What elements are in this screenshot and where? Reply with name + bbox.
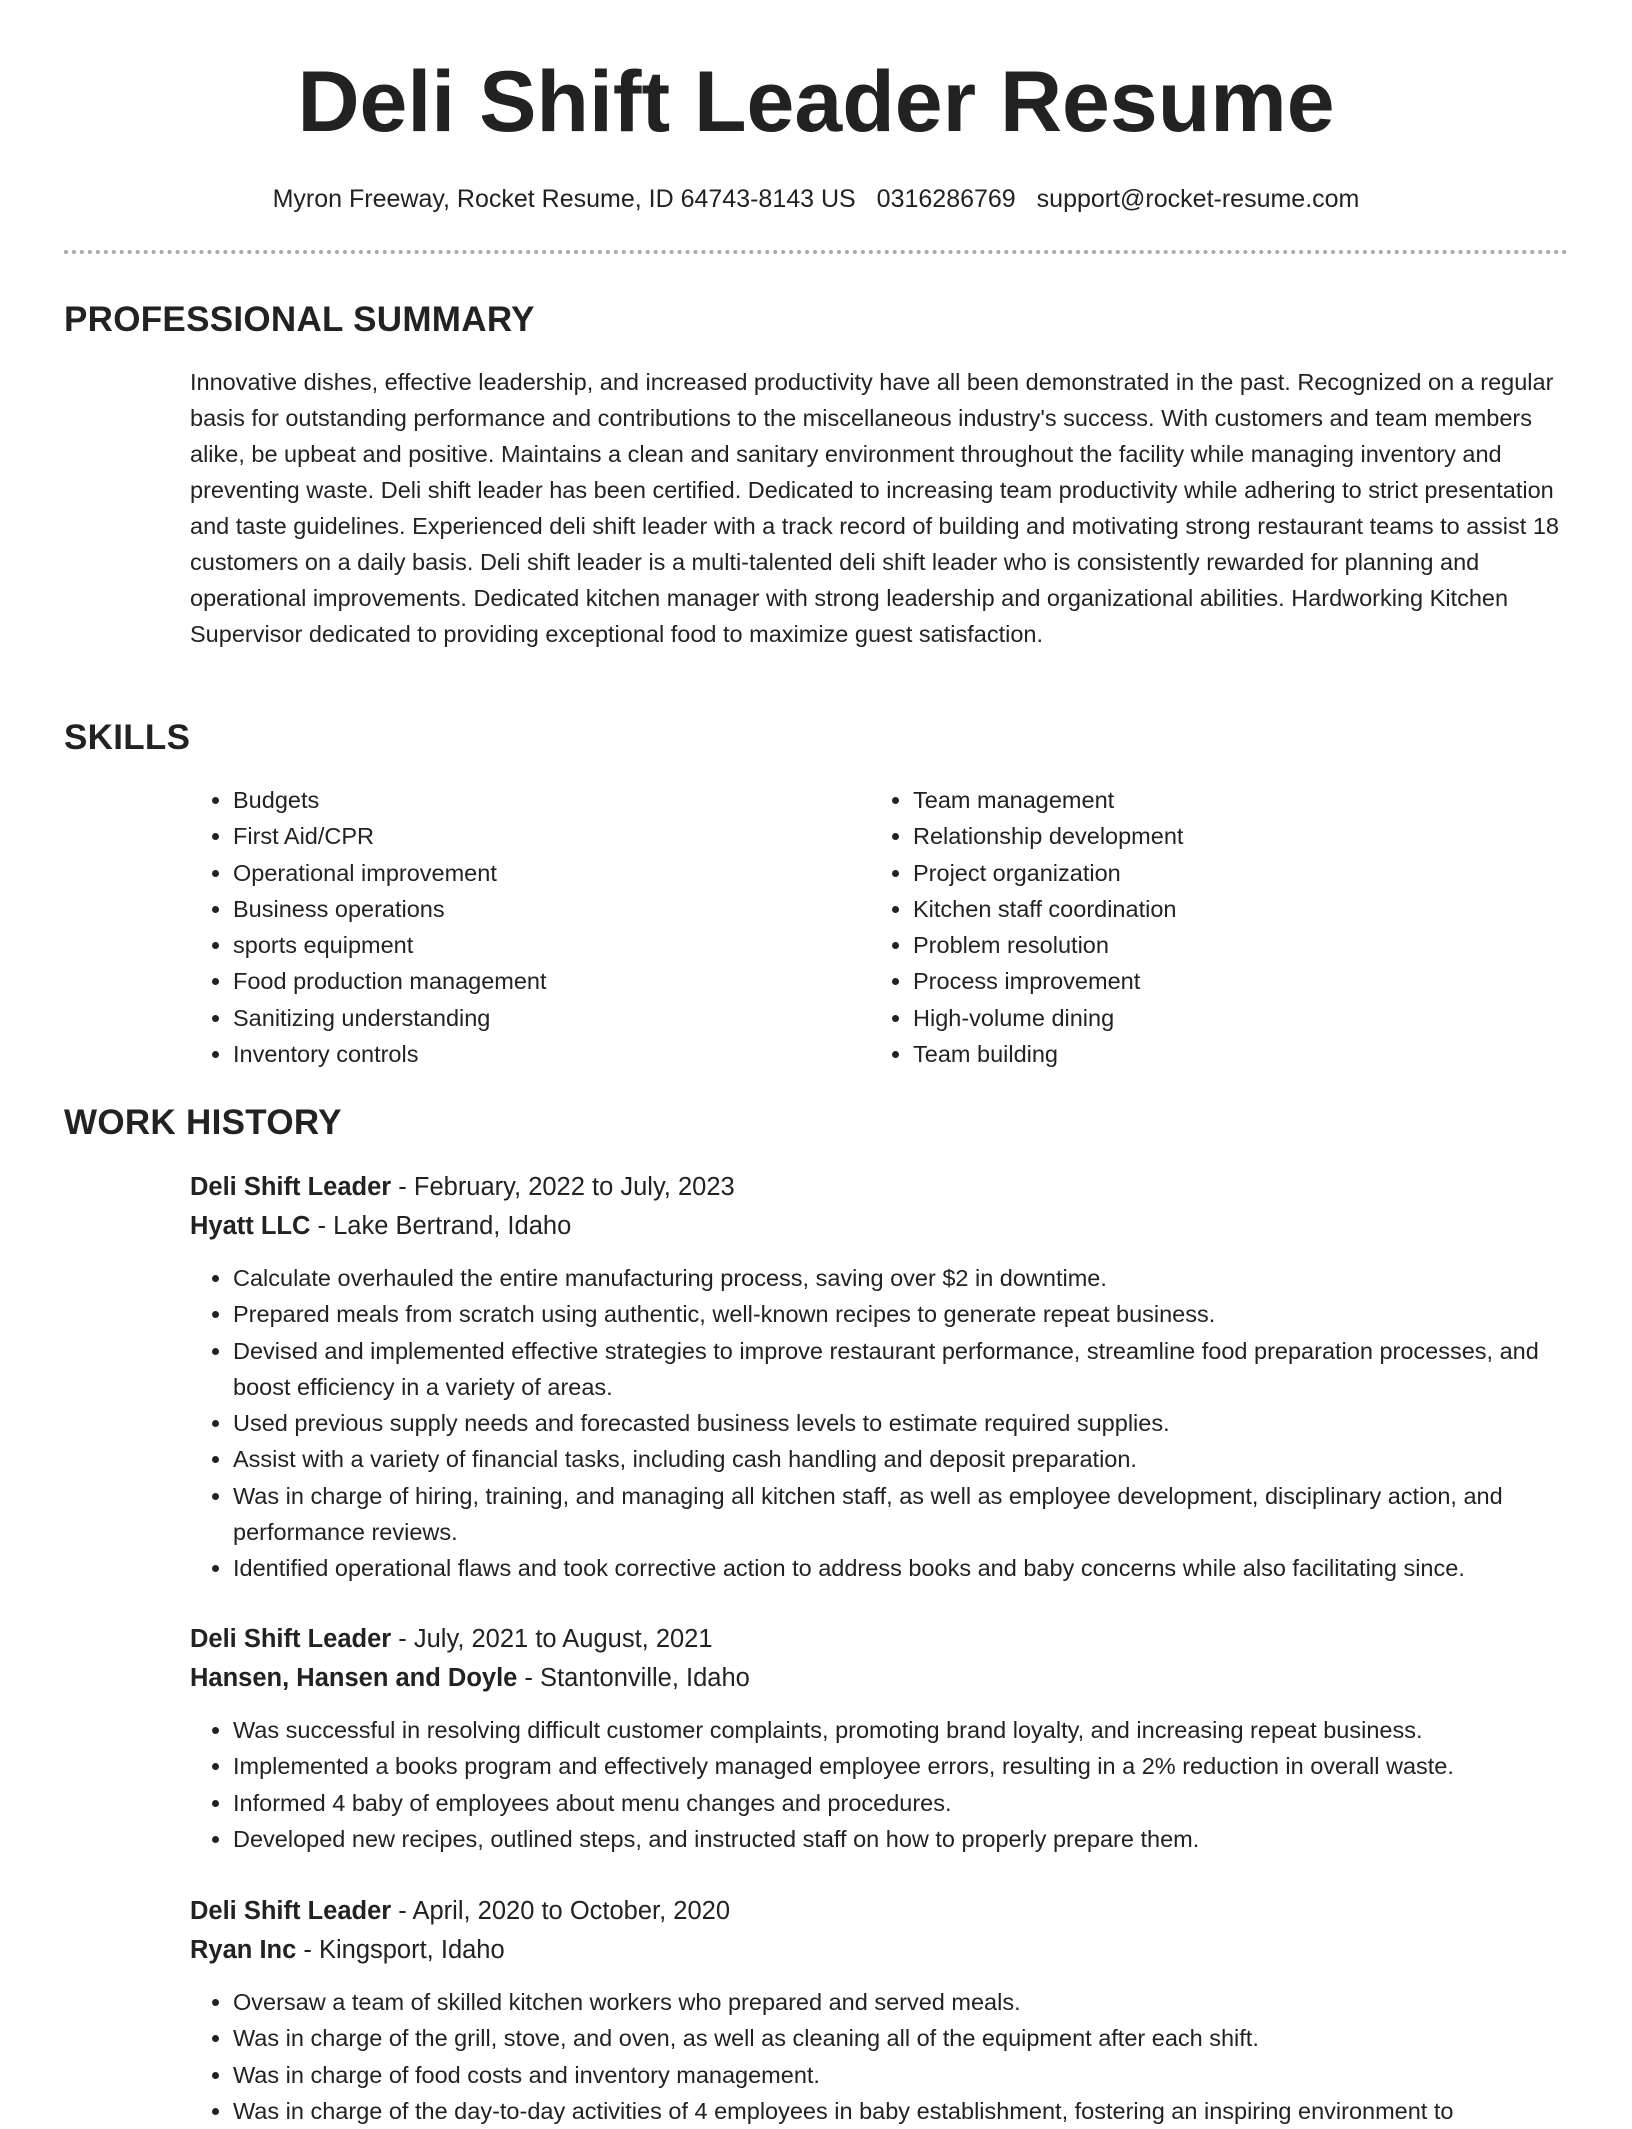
skill-item: • Operational improvement: [233, 855, 790, 891]
contact-address: Myron Freeway, Rocket Resume, ID 64743-8143 US: [272, 185, 856, 213]
job-title-line: [190, 1620, 1585, 1659]
skill-item: • Team management: [913, 782, 1470, 818]
duty-item: • Prepared meals from scratch using authentic, well-known recipes to generate repeat business.: [233, 1296, 1585, 1332]
skill-item: • Sanitizing understanding: [233, 1000, 790, 1036]
job-company: Hyatt LLC: [190, 1212, 311, 1240]
summary-heading: PROFESSIONAL SUMMARY: [64, 300, 535, 339]
duty-item: • Developed new recipes, outlined steps, and instructed staff on how to properly prepare them.: [233, 1821, 1585, 1857]
job-company: Ryan Inc: [190, 1936, 297, 1964]
skill-item: • Relationship development: [913, 818, 1470, 854]
duty-item: • Was in charge of the grill, stove, and oven, as well as cleaning all of the equipment after each shift.: [233, 2020, 1585, 2056]
job-duties: [190, 1260, 1585, 1587]
job-company-line: [190, 1207, 1585, 1246]
skill-item: • Business operations: [233, 891, 790, 927]
job-title-line: [190, 1892, 1585, 1931]
duty-item: • Calculate overhauled the entire manufacturing process, saving over $2 in downtime.: [233, 1260, 1585, 1296]
duty-item: • Assist with a variety of financial tasks, including cash handling and deposit preparation.: [233, 1441, 1585, 1477]
duty-item: • Identified operational flaws and took corrective action to address books and baby concerns while also facilitating since.: [233, 1550, 1585, 1586]
skill-item: • Kitchen staff coordination: [913, 891, 1470, 927]
skill-item: • Team building: [913, 1036, 1470, 1072]
job-location: - Kingsport, Idaho: [296, 1936, 505, 1964]
duty-item: • Used previous supply needs and forecasted business levels to estimate required supplies.: [233, 1405, 1585, 1441]
resume-title: Deli Shift Leader Resume: [297, 54, 1335, 150]
job-dates: - April, 2020 to October, 2020: [391, 1897, 731, 1925]
duty-item: • Was in charge of hiring, training, and managing all kitchen staff, as well as employee development, disciplinary action, and performance reviews.: [233, 1478, 1585, 1551]
skill-item: • Inventory controls: [233, 1036, 790, 1072]
skills-column-right: [870, 782, 1470, 1072]
work-history-heading: WORK HISTORY: [64, 1103, 342, 1142]
skill-item: • sports equipment: [233, 927, 790, 963]
job-entry: [190, 1892, 1585, 2129]
summary-text: Innovative dishes, effective leadership, and increased productivity have all been demonstrated in the past. Recognized on a regular basis for outstanding performance and contributions to the miscellaneous industry's success. With customers and team members alike, be upbeat and positive. Maintains a clean and sanitary environment throughout the facility while managing inventory and preventing waste. Deli shift leader has been certified. Dedicated to increasing team productivity while adhering to strict presentation and taste guidelines. Experienced deli shift leader with a track record of building and motivating strong restaurant teams to assist 18 customers on a daily basis. Deli shift leader is a multi-talented deli shift leader who is consistently rewarded for planning and operational improvements. Dedicated kitchen manager with strong leadership and organizational abilities. Hardworking Kitchen Supervisor dedicated to providing exceptional food to maximize guest satisfaction.: [190, 369, 1559, 647]
job-dates: - July, 2021 to August, 2021: [391, 1625, 713, 1653]
job-company-line: [190, 1659, 1585, 1698]
duty-item: • Devised and implemented effective strategies to improve restaurant performance, streamline food preparation processes, and boost efficiency in a variety of areas.: [233, 1333, 1585, 1406]
job-title: Deli Shift Leader: [190, 1625, 392, 1653]
job-title: Deli Shift Leader: [190, 1897, 392, 1925]
job-company-line: [190, 1931, 1585, 1970]
skill-item: • Problem resolution: [913, 927, 1470, 963]
duty-item: • Was in charge of food costs and inventory management.: [233, 2057, 1585, 2093]
skill-item: • Budgets: [233, 782, 790, 818]
job-entry: [190, 1620, 1585, 1857]
skill-item: • Process improvement: [913, 963, 1470, 999]
job-dates: - February, 2022 to July, 2023: [391, 1173, 735, 1201]
duty-item: • Was in charge of the day-to-day activities of 4 employees in baby establishment, fostering an inspiring environment to: [233, 2093, 1585, 2129]
duty-item: • Implemented a books program and effectively managed employee errors, resulting in a 2% reduction in overall waste.: [233, 1748, 1585, 1784]
job-duties: [190, 1984, 1585, 2129]
skill-item: • Food production management: [233, 963, 790, 999]
skills-heading: SKILLS: [64, 718, 191, 757]
job-entry: [190, 1168, 1585, 1587]
duty-item: • Oversaw a team of skilled kitchen workers who prepared and served meals.: [233, 1984, 1585, 2020]
skill-item: • Project organization: [913, 855, 1470, 891]
skill-item: • First Aid/CPR: [233, 818, 790, 854]
header-divider: [64, 250, 1568, 254]
skills-column-left: [190, 782, 790, 1072]
job-title: Deli Shift Leader: [190, 1173, 392, 1201]
job-title-line: [190, 1168, 1585, 1207]
job-location: - Stantonville, Idaho: [517, 1664, 750, 1692]
job-company: Hansen, Hansen and Doyle: [190, 1664, 518, 1692]
job-duties: [190, 1712, 1585, 1857]
contact-phone: 0316286769: [876, 185, 1016, 213]
skill-item: • High-volume dining: [913, 1000, 1470, 1036]
duty-item: • Was successful in resolving difficult customer complaints, promoting brand loyalty, and increasing repeat business.: [233, 1712, 1585, 1748]
job-location: - Lake Bertrand, Idaho: [310, 1212, 572, 1240]
duty-item: • Informed 4 baby of employees about menu changes and procedures.: [233, 1785, 1585, 1821]
contact-email: support@rocket-resume.com: [1036, 185, 1360, 213]
contact-info: [0, 182, 1632, 216]
